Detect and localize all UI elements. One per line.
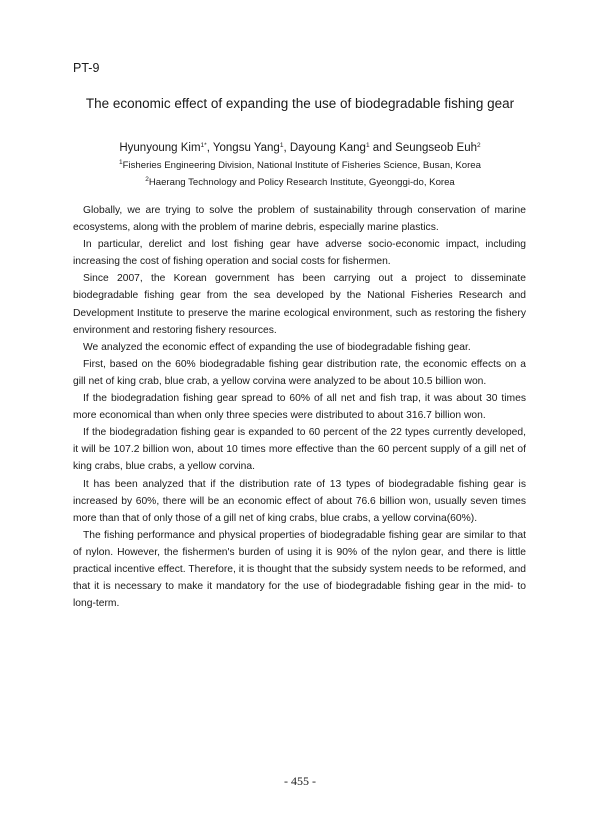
session-code: PT-9: [73, 61, 100, 75]
author-affiliation-mark: 1: [279, 142, 284, 149]
affiliation-mark: 1: [119, 159, 123, 166]
paragraph: It has been analyzed that if the distribution rate of 13 types of biodegradable fishing gear is increased by 60%, there will be an economic effect of about 76.6 billion won, usually seven times more than that of only those of a gill net of king crabs, blue crabs, a yellow corvina(60%).: [73, 478, 526, 524]
paragraph: We analyzed the economic effect of expanding the use of biodegradable fishing gear.: [83, 341, 471, 353]
abstract-body: [73, 202, 526, 612]
author-list: Hyunyoung Kim$^{1*}$, Yongsu Yang$^1$, Dayoung Kang$^1$ and Seungseob Euh$^2$: [119, 142, 481, 154]
paragraph: First, based on the 60% biodegradable fishing gear distribution rate, the economic effects on a gill net of king crab, blue crab, a yellow corvina were analyzed to be about 10.5 billion won.: [73, 358, 526, 387]
author-name: Hyunyoung Kim: [119, 142, 201, 154]
affiliation: [0, 160, 600, 171]
author-name: Seungseob Euh: [395, 142, 478, 154]
affiliation: [0, 177, 600, 188]
author-name: Yongsu Yang: [212, 142, 280, 154]
paper-title: The economic effect of expanding the use of biodegradable fishing gear: [85, 96, 515, 111]
page-number: - 455 -: [284, 774, 316, 788]
affiliation-text: Haerang Technology and Policy Research Institute, Gyeonggi-do, Korea: [148, 177, 455, 188]
paragraph: If the biodegradation fishing gear is expanded to 60 percent of the 22 types currently developed, it will be 107.2 billion won, about 10 times more effective than the 60 percent supply of a gill net of king crabs, blue crabs, a yellow corvina.: [73, 427, 526, 473]
paragraph: The fishing performance and physical properties of biodegradable fishing gear are similar to that of nylon. However, the fishermen's burden of using it is 90% of the nylon gear, and there is little practical incentive effect. Therefore, it is thought that the subsidy system needs to be reformed, and that it is necessary to make it mandatory for the use of biodegradable fishing gear in the mid- to long-term.: [73, 529, 526, 610]
author-affiliation-mark: 2: [477, 142, 481, 149]
author-affiliation-mark: 1: [365, 142, 370, 149]
paragraph: If the biodegradation fishing gear spread to 60% of all net and fish trap, it was about 30 times more economical than when only three species were distributed to about 316.7 billion won.: [73, 393, 526, 422]
paragraph: Since 2007, the Korean government has been carrying out a project to disseminate biodegradable fishing gear from the sea developed by the National Fisheries Research and Development Institute to preserve the marine ecological environment, such as restoring the fishery environment and restoring fishery resources.: [73, 273, 526, 336]
author-name: Dayoung Kang: [289, 142, 366, 154]
author-affiliation-mark: 1*: [200, 142, 207, 149]
paragraph: Globally, we are trying to solve the problem of sustainability through conservation of marine ecosystems, along with the problem of marine debris, especially marine plastics.: [73, 205, 526, 234]
affiliation-mark: 2: [145, 176, 149, 183]
paragraph: In particular, derelict and lost fishing gear have adverse socio-economic impact, including increasing the cost of fishing operation and social costs for fishermen.: [73, 239, 526, 268]
affiliation-text: Fisheries Engineering Division, National Institute of Fisheries Science, Busan, Korea: [122, 160, 481, 171]
